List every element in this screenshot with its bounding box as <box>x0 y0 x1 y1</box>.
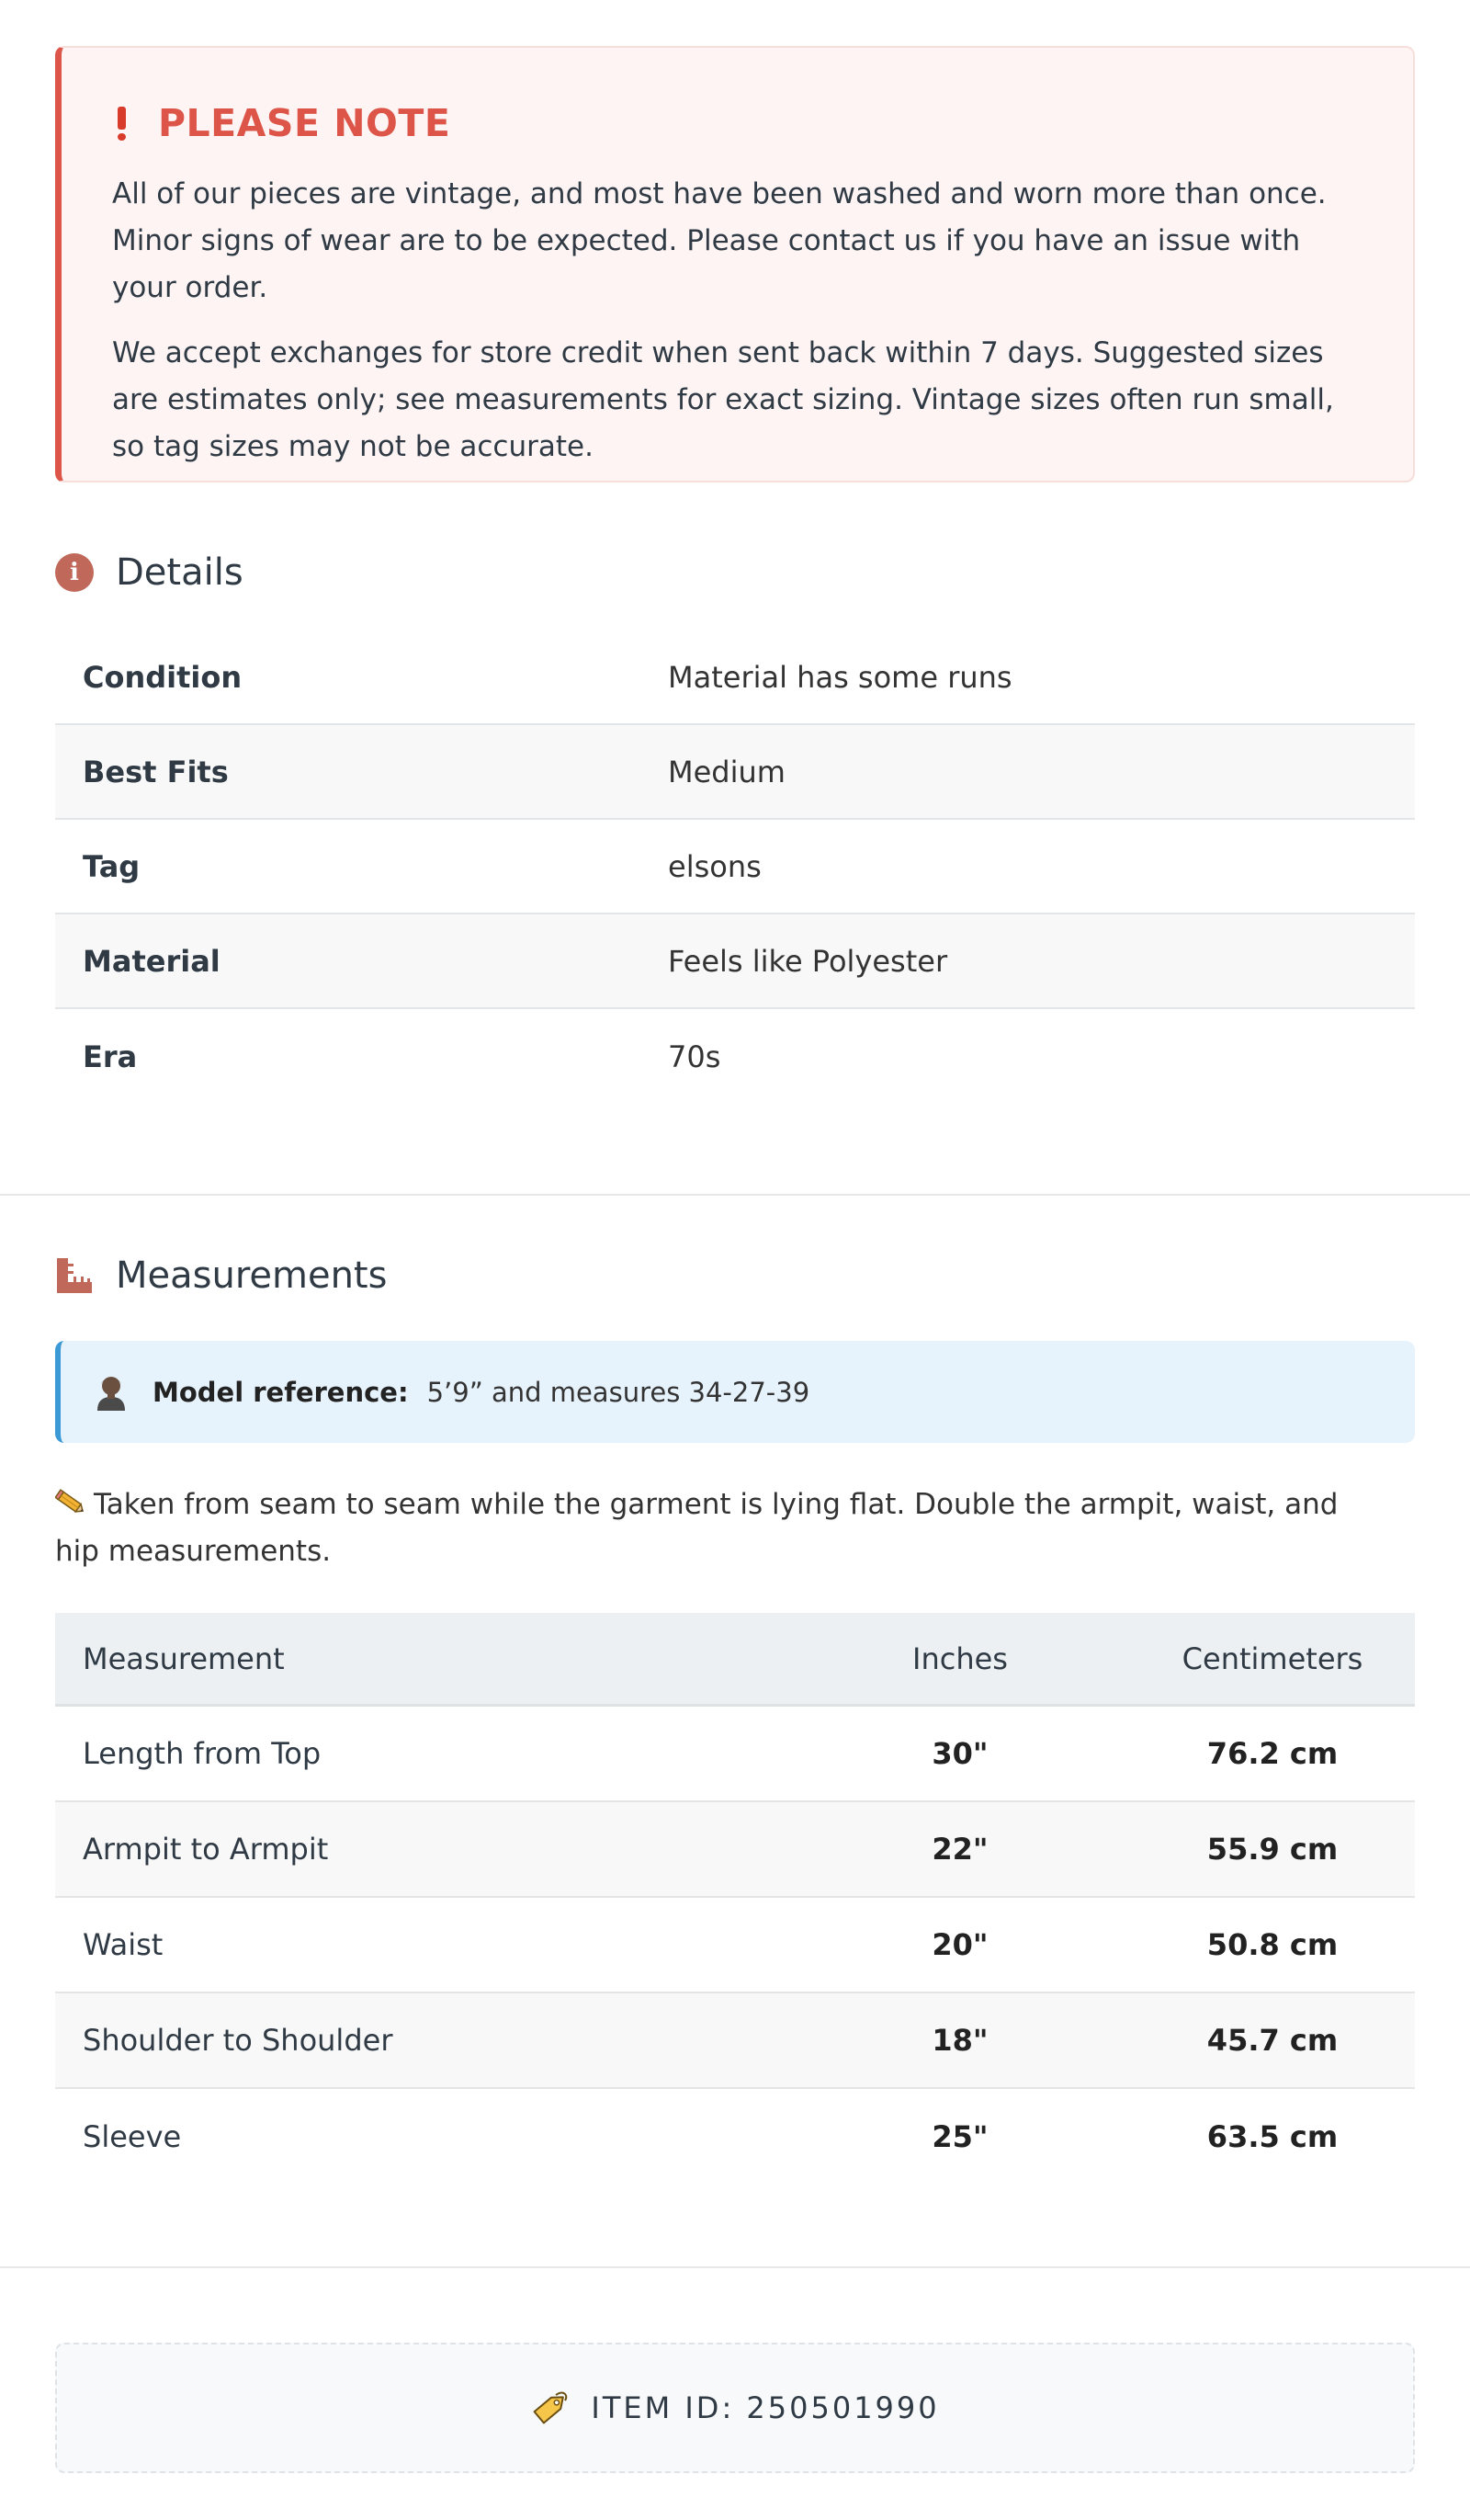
item-id-text: ITEM ID: 250501990 <box>591 2390 940 2425</box>
measurement-inches: 25" <box>932 2119 989 2154</box>
details-row <box>55 914 1415 1009</box>
table-row <box>55 1898 1415 1993</box>
details-table <box>55 630 1415 1104</box>
measurements-table <box>55 1613 1415 2185</box>
details-value: elsons <box>668 848 762 884</box>
details-value: Feels like Polyester <box>668 943 948 979</box>
measurement-inches: 18" <box>932 2023 989 2058</box>
details-row <box>55 630 1415 725</box>
measurement-cm: 55.9 cm <box>1206 1832 1339 1867</box>
measurement-name: Armpit to Armpit <box>83 1832 329 1867</box>
ruler-icon <box>55 1256 94 1295</box>
model-label: Model reference: <box>153 1376 409 1408</box>
details-label: Era <box>83 1039 138 1074</box>
pencil-icon <box>55 1487 86 1518</box>
table-body <box>55 1707 1415 2185</box>
measurement-cm: 50.8 cm <box>1206 1927 1339 1962</box>
table-row <box>55 1802 1415 1898</box>
measurement-cm: 63.5 cm <box>1206 2119 1339 2154</box>
tag-icon <box>530 2388 571 2428</box>
details-label: Best Fits <box>83 754 229 789</box>
section-divider <box>0 1194 1470 1196</box>
measurement-name: Shoulder to Shoulder <box>83 2023 393 2058</box>
measurement-inches: 22" <box>932 1832 989 1867</box>
details-title: Details <box>116 551 243 594</box>
measurement-cm: 45.7 cm <box>1206 2023 1339 2058</box>
measurement-note <box>55 1481 1341 1575</box>
model-reference <box>55 1341 1415 1443</box>
notice-header <box>112 101 1367 145</box>
column-header-inches: Inches <box>912 1640 1008 1676</box>
details-label: Tag <box>83 848 141 884</box>
measurement-cm: 76.2 cm <box>1206 1736 1339 1771</box>
column-header-measurement: Measurement <box>83 1640 285 1676</box>
details-row <box>55 725 1415 820</box>
details-value: Medium <box>668 754 786 789</box>
column-header-centimeters: Centimeters <box>1182 1640 1363 1676</box>
notice-title: PLEASE NOTE <box>158 101 451 145</box>
measurement-note-text: Taken from seam to seam while the garment is lying flat. Double the armpit, waist, and hip measurements. <box>55 1488 1339 1568</box>
details-row <box>55 820 1415 914</box>
notice-paragraph-1: All of our pieces are vintage, and most have been washed and worn more than once. Minor signs of wear are to be expected. Please contact us if you have an issue with your order. <box>112 177 1327 304</box>
details-heading <box>55 550 243 596</box>
measurement-name: Sleeve <box>83 2119 182 2154</box>
exclamation-icon <box>116 107 127 140</box>
info-icon: i <box>55 553 94 592</box>
table-header <box>55 1613 1415 1707</box>
measurements-heading <box>55 1253 387 1299</box>
person-icon <box>94 1374 129 1411</box>
details-label: Condition <box>83 659 243 695</box>
details-value: Material has some runs <box>668 659 1012 695</box>
section-divider <box>0 2266 1470 2268</box>
measurement-inches: 30" <box>932 1736 989 1771</box>
notice-paragraph-2: We accept exchanges for store credit when sent back within 7 days. Suggested sizes are estimates only; see measurements for exact sizing. Vintage sizes often run small, so tag sizes may not be accurate. <box>112 336 1334 463</box>
table-row <box>55 1707 1415 1802</box>
model-value: 5’9” and measures 34-27-39 <box>426 1376 810 1408</box>
measurement-inches: 20" <box>932 1927 989 1962</box>
table-row <box>55 2089 1415 2185</box>
measurement-name: Length from Top <box>83 1736 322 1771</box>
item-id-box <box>55 2343 1415 2473</box>
details-label: Material <box>83 943 220 979</box>
measurement-name: Waist <box>83 1927 164 1962</box>
table-row <box>55 1993 1415 2089</box>
details-row <box>55 1009 1415 1104</box>
notice-box <box>55 46 1415 482</box>
details-value: 70s <box>668 1039 721 1074</box>
measurements-title: Measurements <box>116 1254 388 1297</box>
